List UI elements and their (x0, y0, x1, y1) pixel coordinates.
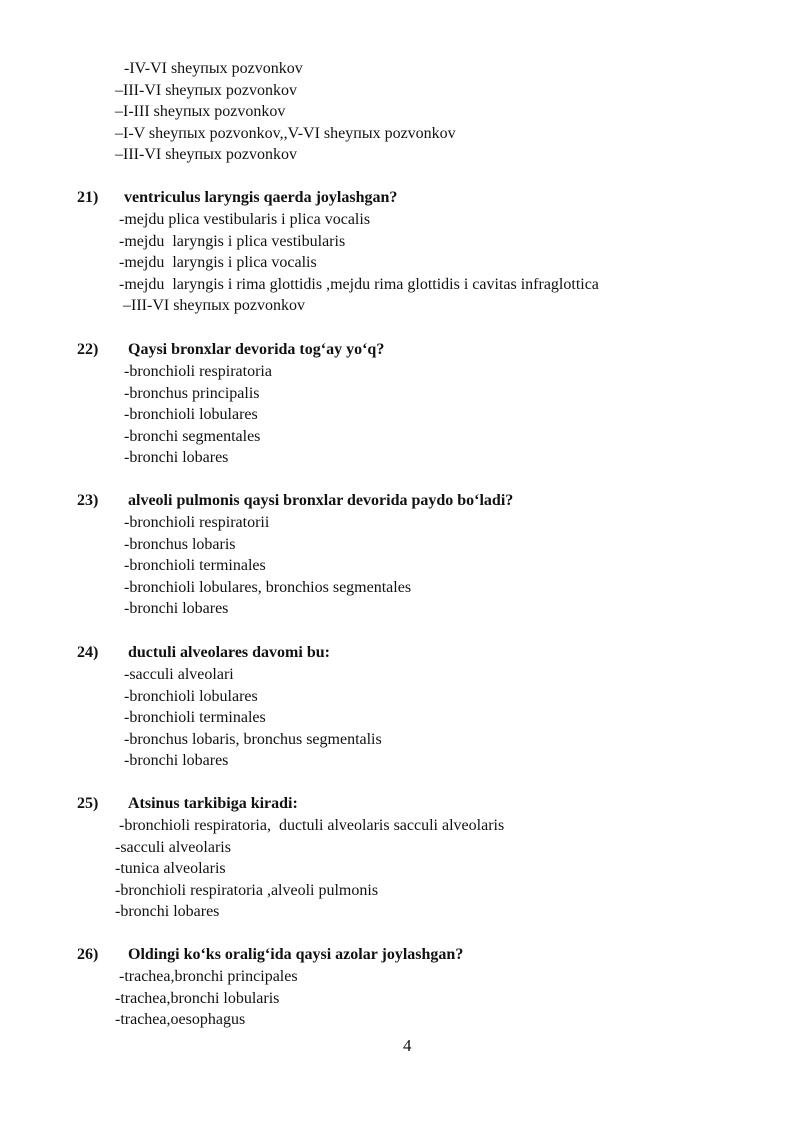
page-number: 4 (403, 1036, 412, 1055)
question-text: alveoli pulmonis qaysi bronxlar devorida paydo bo‘ladi? (128, 492, 514, 509)
question-number: 25) (77, 795, 99, 812)
option-line: -tunica alveolaris (115, 860, 226, 877)
option-line: -bronchi segmentales (124, 427, 261, 445)
option-line: -trachea,bronchi lobularis (115, 989, 280, 1007)
option-line: -bronchioli lobulares (124, 406, 258, 423)
option-line: -bronchioli terminales (124, 557, 266, 574)
option-line: -bronchi lobares (124, 449, 229, 466)
option-line: -mejdu laryngis i rima glottidis ,mejdu rima glottidis i cavitas infraglottica (119, 275, 599, 293)
option-line: –III-VI sheyпых pozvonkov (115, 81, 297, 99)
option-line: -bronchioli lobulares (124, 687, 258, 705)
option-line: -bronchus lobaris, bronchus segmentalis (124, 730, 382, 748)
option-line: -bronchioli respiratoria, ductuli alveolaris sacculi alveolaris (115, 817, 505, 834)
option-line: -bronchioli lobulares, bronchios segmentales (124, 578, 412, 596)
option-line: -bronchi lobares (115, 903, 220, 920)
question-number: 26) (77, 946, 99, 963)
question-text: Qaysi bronxlar devorida tog‘ay yo‘q? (128, 341, 385, 358)
option-line: -IV-VI sheyпых pozvonkov (124, 60, 303, 77)
option-line: -bronchioli respiratoria ,alveoli pulmonis (115, 881, 379, 899)
option-line: -bronchi lobares (124, 752, 229, 769)
option-line: -sacculi alveolaris (115, 838, 231, 856)
question-number: 21) (77, 189, 99, 206)
option-line: –III-VI sheyпых pozvonkov (115, 146, 297, 163)
option-line: -sacculi alveolari (124, 666, 234, 683)
option-line: -mejdu plica vestibularis i plica vocalis (119, 211, 371, 228)
option-line: -bronchus principalis (124, 384, 260, 402)
question-text: Atsinus tarkibiga kiradi: (128, 795, 298, 812)
option-line: -bronchioli respiratorii (124, 514, 270, 531)
option-line: –I-V sheyпых pozvonkov,,V-VI sheyпых pozvonkov (115, 124, 456, 142)
option-line: -mejdu laryngis i plica vestibularis (119, 232, 346, 250)
question-text: ventriculus laryngis qaerda joylashgan? (124, 189, 398, 206)
question-number: 23) (77, 492, 99, 509)
option-line: -bronchioli terminales (124, 709, 266, 726)
option-line: -trachea,bronchi principales (115, 968, 298, 985)
option-line: -bronchi lobares (124, 600, 229, 617)
option-line: –I-III sheyпых pozvonkov (115, 103, 286, 120)
question-number: 22) (77, 341, 99, 358)
option-line: -trachea,oesophagus (115, 1011, 246, 1028)
option-line: -mejdu laryngis i plica vocalis (119, 254, 317, 271)
question-text: ductuli alveolares davomi bu: (128, 644, 330, 661)
option-line: -bronchioli respiratoria (124, 363, 272, 380)
question-number: 24) (77, 644, 99, 661)
option-line: –III-VI sheyпых pozvonkov (119, 297, 305, 314)
question-text: Oldingi ko‘ks oralig‘ida qaysi azolar joylashgan? (128, 946, 464, 963)
option-line: -bronchus lobaris (124, 535, 236, 553)
